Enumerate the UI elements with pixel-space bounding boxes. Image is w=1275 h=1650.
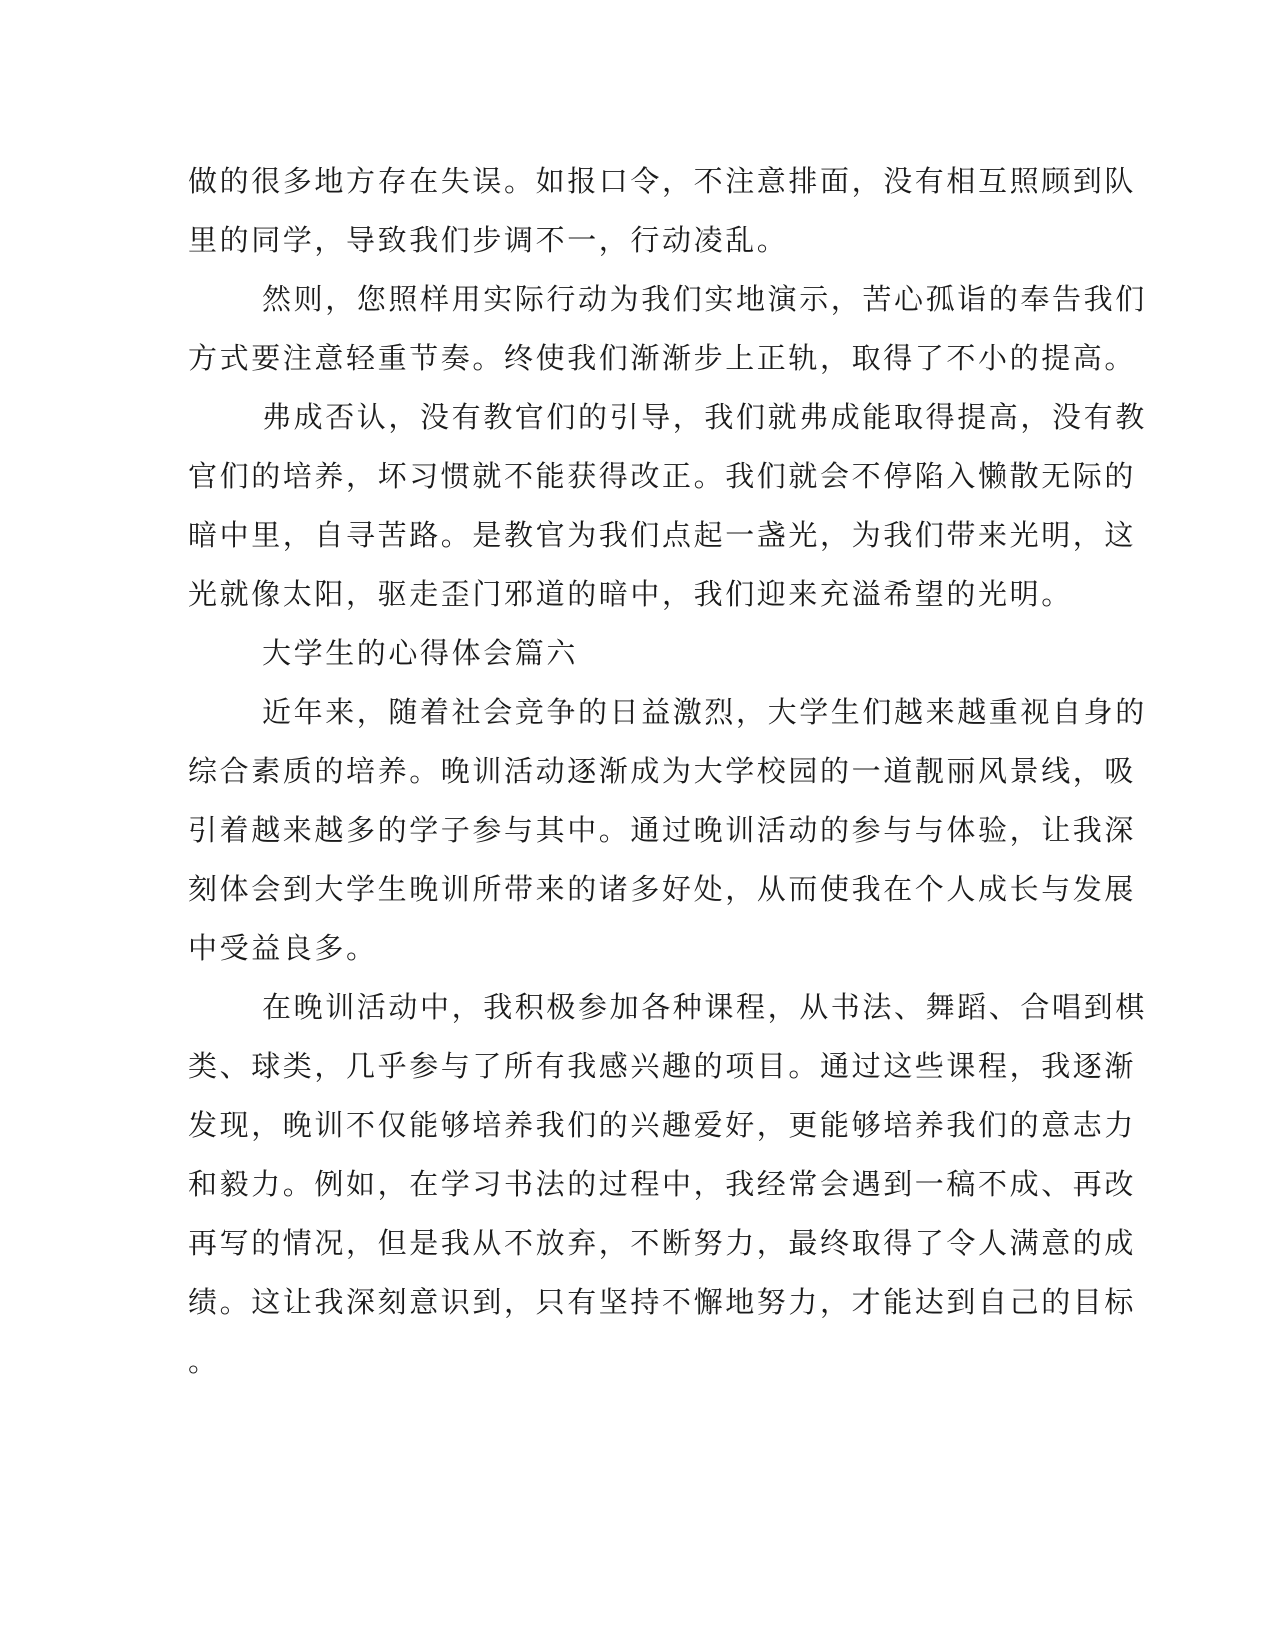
text-line: 光就像太阳，驱走歪门邪道的暗中，我们迎来充溢希望的光明。 (188, 577, 1073, 611)
text-line: 。 (188, 1344, 220, 1378)
paragraph-first-line: 弗成否认，没有教官们的引导，我们就弗成能取得提高，没有教 (262, 400, 1147, 434)
text-line: 方式要注意轻重节奏。终使我们渐渐步上正轨，取得了不小的提高。 (188, 341, 1137, 375)
paragraph-first-line: 在晚训活动中，我积极参加各种课程，从书法、舞蹈、合唱到棋 (262, 990, 1147, 1024)
text-line: 做的很多地方存在失误。如报口令，不注意排面，没有相互照顾到队 (188, 164, 1137, 198)
text-line: 暗中里，自寻苦路。是教官为我们点起一盏光，为我们带来光明，这 (188, 518, 1137, 552)
text-line: 里的同学，导致我们步调不一，行动凌乱。 (188, 223, 789, 257)
text-line: 综合素质的培养。晚训活动逐渐成为大学校园的一道靓丽风景线，吸 (188, 754, 1137, 788)
text-line: 官们的培养，坏习惯就不能获得改正。我们就会不停陷入懒散无际的 (188, 459, 1137, 493)
text-line: 引着越来越多的学子参与其中。通过晚训活动的参与与体验，让我深 (188, 813, 1137, 847)
text-line: 类、球类，几乎参与了所有我感兴趣的项目。通过这些课程，我逐渐 (188, 1049, 1137, 1083)
text-line: 发现，晚训不仅能够培养我们的兴趣爱好，更能够培养我们的意志力 (188, 1108, 1137, 1142)
text-line: 绩。这让我深刻意识到，只有坚持不懈地努力，才能达到自己的目标 (188, 1285, 1137, 1319)
section-heading: 大学生的心得体会篇六 (262, 636, 579, 670)
text-line: 中受益良多。 (188, 931, 378, 965)
paragraph-first-line: 近年来，随着社会竞争的日益激烈，大学生们越来越重视自身的 (262, 695, 1147, 729)
text-line: 再写的情况，但是我从不放弃，不断努力，最终取得了令人满意的成 (188, 1226, 1137, 1260)
paragraph-first-line: 然则，您照样用实际行动为我们实地演示，苦心孤诣的奉告我们 (262, 282, 1147, 316)
text-line: 和毅力。例如，在学习书法的过程中，我经常会遇到一稿不成、再改 (188, 1167, 1137, 1201)
text-line: 刻体会到大学生晚训所带来的诸多好处，从而使我在个人成长与发展 (188, 872, 1137, 906)
